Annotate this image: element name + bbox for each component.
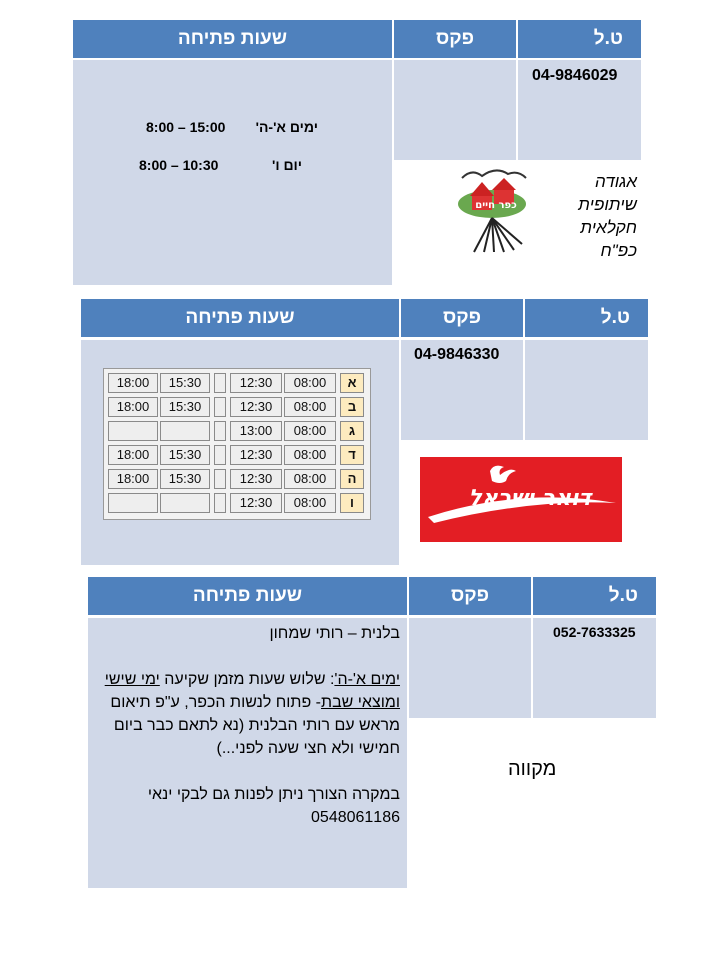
schedule-open2-cell: 15:30 bbox=[160, 469, 210, 489]
hours-days-1: ימים א'-ה' bbox=[255, 119, 318, 135]
schedule-open2-cell bbox=[160, 421, 210, 441]
schedule-close1-cell: 13:00 bbox=[230, 421, 282, 441]
hours-cell-1 bbox=[73, 60, 394, 285]
schedule-close2-cell: 18:00 bbox=[108, 373, 158, 393]
fax-cell-3 bbox=[409, 618, 533, 718]
fax-cell-1 bbox=[394, 60, 518, 160]
weekend-label: ימי שישי ומוצאי שבת bbox=[104, 671, 400, 711]
schedule-day-cell: ו bbox=[340, 493, 364, 513]
schedule-open2-cell: 15:30 bbox=[160, 373, 210, 393]
schedule-day-cell: א bbox=[340, 373, 364, 393]
kfar-haim-logo-label: כפר חיים bbox=[475, 200, 517, 211]
schedule-spacer-cell bbox=[214, 493, 226, 513]
schedule-open2-cell: 15:30 bbox=[160, 445, 210, 465]
schedule-day-cell: ד bbox=[340, 445, 364, 465]
israel-post-logo-label: דואר ישראל bbox=[468, 486, 592, 511]
mikve-hours-text bbox=[92, 622, 400, 829]
fax-header-1: פקס bbox=[394, 20, 518, 58]
tel-cell-2 bbox=[525, 340, 650, 440]
schedule-close2-cell: 18:00 bbox=[108, 445, 158, 465]
coop-line-3: חקלאית bbox=[580, 218, 637, 237]
hours-header-3: שעות פתיחה bbox=[88, 577, 409, 615]
schedule-open1-cell: 08:00 bbox=[284, 397, 336, 417]
hours-days-2: יום ו' bbox=[272, 157, 302, 173]
schedule-open1-cell: 08:00 bbox=[284, 469, 336, 489]
tel-header-1: ט.ל bbox=[518, 20, 643, 58]
schedule-open1-cell: 08:00 bbox=[284, 493, 336, 513]
schedule-open1-cell: 08:00 bbox=[284, 373, 336, 393]
schedule-spacer-cell bbox=[214, 373, 226, 393]
schedule-spacer-cell bbox=[214, 445, 226, 465]
schedule-close1-cell: 12:30 bbox=[230, 445, 282, 465]
schedule-close2-cell: 18:00 bbox=[108, 469, 158, 489]
weekend-text: - פתוח לנשות הכפר, ע"פ תיאום מראש עם רותי הבלנית (נא לתאם כבר ביום חמישי ולא חצי שעה לפני...) bbox=[110, 694, 400, 757]
schedule-day-cell: ג bbox=[340, 421, 364, 441]
weekdays-text: : שלוש שעות מזמן שקיעה bbox=[164, 671, 335, 688]
schedule-day-cell: ה bbox=[340, 469, 364, 489]
schedule-open1-cell: 08:00 bbox=[284, 421, 336, 441]
fax-header-3: פקס bbox=[409, 577, 533, 615]
mikve-title: מקווה bbox=[508, 758, 557, 780]
tel-header-3: ט.ל bbox=[533, 577, 658, 615]
hours-time-1: 8:00 – 15:00 bbox=[146, 119, 226, 135]
schedule-close1-cell: 12:30 bbox=[230, 469, 282, 489]
schedule-spacer-cell bbox=[214, 469, 226, 489]
coop-line-2: שיתופית bbox=[578, 195, 637, 214]
schedule-spacer-cell bbox=[214, 397, 226, 417]
schedule-open2-cell bbox=[160, 493, 210, 513]
fax-header-2: פקס bbox=[401, 299, 525, 337]
schedule-close1-cell: 12:30 bbox=[230, 373, 282, 393]
cooperative-name bbox=[537, 170, 637, 262]
phone-number-1[interactable]: 04-9846029 bbox=[532, 67, 618, 84]
coop-line-4: כפ"ח bbox=[600, 241, 637, 260]
mikve-weekdays-line bbox=[92, 668, 400, 760]
hours-time-2: 8:00 – 10:30 bbox=[139, 157, 219, 173]
hours-header-1: שעות פתיחה bbox=[73, 20, 394, 58]
post-schedule-table bbox=[103, 368, 371, 520]
mikve-contact bbox=[92, 783, 400, 829]
schedule-close2-cell bbox=[108, 421, 158, 441]
schedule-close2-cell: 18:00 bbox=[108, 397, 158, 417]
mikve-attendant: בלנית – רותי שמחון bbox=[269, 625, 400, 642]
schedule-day-cell: ב bbox=[340, 397, 364, 417]
schedule-spacer-cell bbox=[214, 421, 226, 441]
contact-phone[interactable]: 0548061186 bbox=[311, 809, 400, 826]
schedule-close1-cell: 12:30 bbox=[230, 397, 282, 417]
contact-text: במקרה הצורך ניתן לפנות גם לבקי ינאי bbox=[147, 786, 400, 803]
hours-header-2: שעות פתיחה bbox=[81, 299, 401, 337]
coop-line-1: אגודה bbox=[595, 172, 637, 191]
schedule-close2-cell bbox=[108, 493, 158, 513]
israel-post-logo bbox=[420, 457, 622, 542]
schedule-open2-cell: 15:30 bbox=[160, 397, 210, 417]
schedule-open1-cell: 08:00 bbox=[284, 445, 336, 465]
phone-number-3[interactable]: 052-7633325 bbox=[553, 624, 636, 640]
weekdays-label: ימים א'-ה' bbox=[334, 671, 400, 688]
schedule-close1-cell: 12:30 bbox=[230, 493, 282, 513]
tel-header-2: ט.ל bbox=[525, 299, 650, 337]
fax-number-2[interactable]: 04-9846330 bbox=[414, 346, 500, 363]
kfar-haim-logo bbox=[452, 164, 536, 254]
